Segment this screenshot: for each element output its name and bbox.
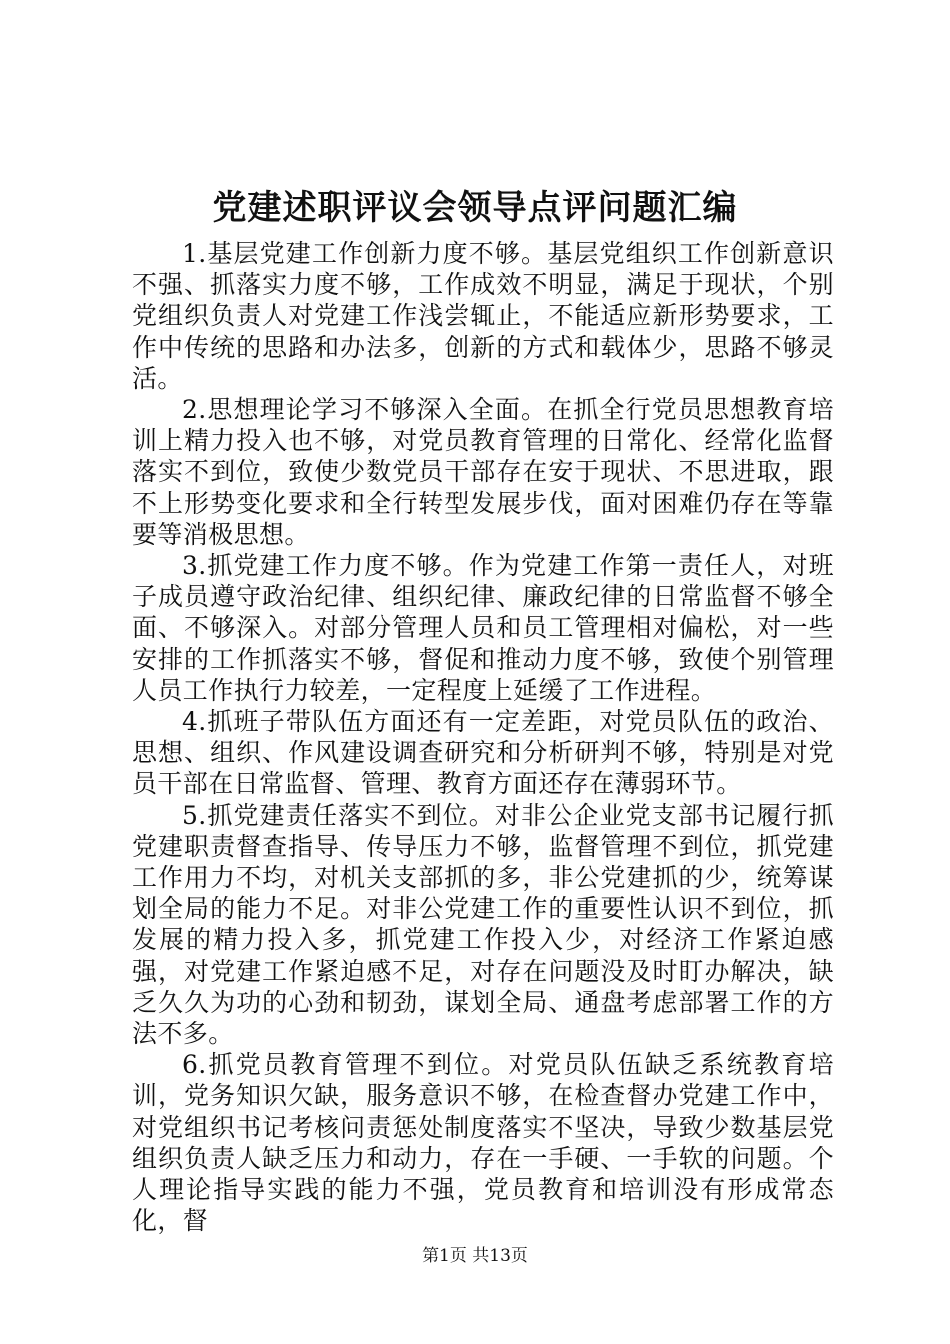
paragraph-1: 1.基层党建工作创新力度不够。基层党组织工作创新意识不强、抓落实力度不够，工作成效不明显，满足于现状，个别党组织负责人对党建工作浅尝辄止，不能适应新形势要求，工作中传统的思路和办法多，创新的方式和载体少，思路不够灵活。 bbox=[132, 239, 834, 393]
document-body bbox=[132, 238, 834, 1237]
paragraph-2: 2.思想理论学习不够深入全面。在抓全行党员思想教育培训上精力投入也不够，对党员教育管理的日常化、经常化监督落实不到位，致使少数党员干部存在安于现状、不思进取，跟不上形势变化要求和全行转型发展步伐，面对困难仍存在等靠要等消极思想。 bbox=[132, 395, 834, 549]
paragraph-3: 3.抓党建工作力度不够。作为党建工作第一责任人，对班子成员遵守政治纪律、组织纪律、廉政纪律的日常监督不够全面、不够深入。对部分管理人员和员工管理相对偏松，对一些安排的工作抓落实不够，督促和推动力度不够，致使个别管理人员工作执行力较差，一定程度上延缓了工作进程。 bbox=[132, 551, 834, 705]
paragraph-4: 4.抓班子带队伍方面还有一定差距，对党员队伍的政治、思想、组织、作风建设调查研究和分析研判不够，特别是对党员干部在日常监督、管理、教育方面还存在薄弱环节。 bbox=[132, 707, 834, 799]
page-footer: 第1页 共13页 bbox=[422, 1246, 528, 1266]
paragraph-5: 5.抓党建责任落实不到位。对非公企业党支部书记履行抓党建职责督查指导、传导压力不够，监督管理不到位，抓党建工作用力不均，对机关支部抓的多，非公党建抓的少，统筹谋划全局的能力不足。对非公党建工作的重要性认识不到位，抓发展的精力投入多，抓党建工作投入少，对经济工作紧迫感强，对党建工作紧迫感不足，对存在问题没及时盯办解决，缺乏久久为功的心劲和韧劲，谋划全局、通盘考虑部署工作的方法不多。 bbox=[132, 800, 834, 1049]
document-title: 党建述职评议会领导点评问题汇编 bbox=[212, 188, 738, 228]
paragraph-6: 6.抓党员教育管理不到位。对党员队伍缺乏系统教育培训，党务知识欠缺，服务意识不够，在检查督办党建工作中，对党组织书记考核问责惩处制度落实不坚决，导致少数基层党组织负责人缺乏压力和动力，存在一手硬、一手软的问题。个人理论指导实践的能力不强，党员教育和培训没有形成常态化，督 bbox=[132, 1050, 834, 1236]
